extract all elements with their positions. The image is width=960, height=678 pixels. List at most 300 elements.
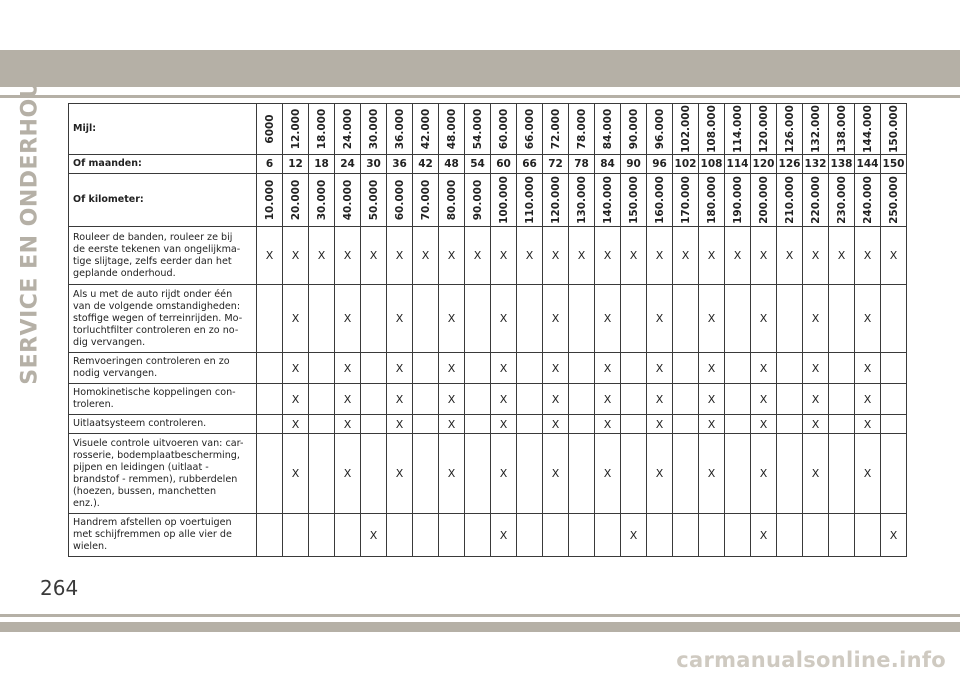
service-mark-cell xyxy=(257,415,283,434)
service-mark-cell: X xyxy=(335,353,361,384)
service-mark-cell xyxy=(777,353,803,384)
miles-value: 90.000 xyxy=(627,108,640,150)
service-mark-cell xyxy=(621,415,647,434)
service-mark-cell: X xyxy=(309,227,335,285)
task-label: Rouleer de banden, rouleer ze bij de eerste tekenen van ongelijkma- tige slijtage, zelfs eerder dan het geplande onderhoud. xyxy=(69,227,257,285)
km-value-cell xyxy=(751,174,777,227)
service-mark-cell: X xyxy=(699,227,725,285)
service-mark-cell xyxy=(569,415,595,434)
service-mark-cell xyxy=(569,384,595,415)
service-mark-cell: X xyxy=(855,353,881,384)
km-value-cell xyxy=(543,174,569,227)
km-value-cell xyxy=(699,174,725,227)
service-mark-cell xyxy=(465,285,491,353)
miles-value-cell xyxy=(621,104,647,155)
service-mark-cell: X xyxy=(751,353,777,384)
km-value-cell xyxy=(855,174,881,227)
service-mark-cell: X xyxy=(491,227,517,285)
km-value-cell xyxy=(491,174,517,227)
service-mark-cell: X xyxy=(595,285,621,353)
service-mark-cell: X xyxy=(647,384,673,415)
km-value: 150.000 xyxy=(627,176,640,224)
months-value: 120 xyxy=(751,155,777,174)
service-mark-cell xyxy=(569,514,595,557)
km-value: 170.000 xyxy=(679,176,692,224)
service-mark-cell: X xyxy=(595,415,621,434)
service-mark-cell: X xyxy=(517,227,543,285)
service-mark-cell xyxy=(569,285,595,353)
months-header-row xyxy=(69,155,907,174)
months-value: 36 xyxy=(387,155,413,174)
service-mark-cell xyxy=(413,353,439,384)
service-mark-cell: X xyxy=(621,514,647,557)
service-mark-cell: X xyxy=(413,227,439,285)
service-mark-cell xyxy=(361,434,387,514)
service-mark-cell: X xyxy=(803,353,829,384)
service-mark-cell xyxy=(777,285,803,353)
service-mark-cell xyxy=(361,415,387,434)
service-mark-cell: X xyxy=(647,434,673,514)
task-row xyxy=(69,384,907,415)
service-mark-cell: X xyxy=(647,415,673,434)
service-mark-cell xyxy=(465,384,491,415)
service-mark-cell: X xyxy=(543,285,569,353)
months-value: 114 xyxy=(725,155,751,174)
service-mark-cell xyxy=(387,514,413,557)
miles-value: 102.000 xyxy=(679,105,692,153)
km-value-cell xyxy=(413,174,439,227)
miles-value-cell xyxy=(439,104,465,155)
service-mark-cell: X xyxy=(439,384,465,415)
service-mark-cell xyxy=(439,514,465,557)
top-rule xyxy=(0,95,960,98)
service-mark-cell xyxy=(621,384,647,415)
km-value: 80.000 xyxy=(445,179,458,221)
service-mark-cell xyxy=(413,434,439,514)
km-value-cell xyxy=(257,174,283,227)
service-mark-cell xyxy=(595,514,621,557)
km-value-cell xyxy=(621,174,647,227)
miles-value: 48.000 xyxy=(445,108,458,150)
service-mark-cell xyxy=(725,514,751,557)
service-mark-cell xyxy=(621,353,647,384)
service-mark-cell xyxy=(881,285,907,353)
miles-value-cell xyxy=(673,104,699,155)
maintenance-schedule-table xyxy=(68,103,907,557)
task-row xyxy=(69,514,907,557)
service-mark-cell xyxy=(465,353,491,384)
miles-value: 138.000 xyxy=(835,105,848,153)
months-value: 126 xyxy=(777,155,803,174)
miles-value-cell xyxy=(855,104,881,155)
miles-value: 84.000 xyxy=(601,108,614,150)
km-value-cell xyxy=(309,174,335,227)
km-value-cell xyxy=(647,174,673,227)
section-side-title-text: SERVICE EN ONDERHOUD xyxy=(17,61,43,385)
miles-value-cell xyxy=(387,104,413,155)
service-mark-cell xyxy=(881,353,907,384)
service-mark-cell: X xyxy=(595,227,621,285)
service-mark-cell: X xyxy=(335,227,361,285)
km-value: 20.000 xyxy=(289,179,302,221)
miles-value-cell xyxy=(335,104,361,155)
miles-value: 132.000 xyxy=(809,105,822,153)
service-mark-cell: X xyxy=(647,227,673,285)
service-mark-cell xyxy=(881,384,907,415)
service-mark-cell: X xyxy=(491,434,517,514)
service-mark-cell xyxy=(699,514,725,557)
km-value-cell xyxy=(465,174,491,227)
km-value: 240.000 xyxy=(861,176,874,224)
service-mark-cell: X xyxy=(803,285,829,353)
service-mark-cell xyxy=(673,353,699,384)
task-label: Handrem afstellen op voertuigen met schijfremmen op alle vier de wielen. xyxy=(69,514,257,557)
miles-value: 126.000 xyxy=(783,105,796,153)
service-mark-cell xyxy=(335,514,361,557)
km-value-cell xyxy=(439,174,465,227)
service-mark-cell: X xyxy=(491,415,517,434)
miles-value: 6000 xyxy=(263,114,276,144)
service-mark-cell: X xyxy=(647,353,673,384)
service-mark-cell: X xyxy=(855,384,881,415)
task-label: Remvoeringen controleren en zo nodig vervangen. xyxy=(69,353,257,384)
km-value: 250.000 xyxy=(887,176,900,224)
miles-value-cell xyxy=(647,104,673,155)
service-mark-cell: X xyxy=(439,434,465,514)
service-mark-cell xyxy=(257,514,283,557)
service-mark-cell: X xyxy=(387,434,413,514)
service-mark-cell xyxy=(725,384,751,415)
service-mark-cell xyxy=(673,285,699,353)
service-mark-cell: X xyxy=(751,514,777,557)
service-mark-cell: X xyxy=(569,227,595,285)
km-value: 190.000 xyxy=(731,176,744,224)
months-value: 72 xyxy=(543,155,569,174)
service-mark-cell xyxy=(309,353,335,384)
km-value-cell xyxy=(725,174,751,227)
service-mark-cell xyxy=(465,434,491,514)
months-value: 60 xyxy=(491,155,517,174)
miles-value-cell xyxy=(257,104,283,155)
service-mark-cell: X xyxy=(881,514,907,557)
service-mark-cell xyxy=(309,514,335,557)
km-label: Of kilometer: xyxy=(69,174,257,227)
km-value-cell xyxy=(569,174,595,227)
service-mark-cell xyxy=(517,353,543,384)
miles-header-row xyxy=(69,104,907,155)
service-mark-cell: X xyxy=(855,434,881,514)
service-mark-cell xyxy=(413,514,439,557)
km-value: 160.000 xyxy=(653,176,666,224)
service-mark-cell: X xyxy=(699,415,725,434)
months-value: 30 xyxy=(361,155,387,174)
service-mark-cell xyxy=(517,285,543,353)
km-value: 120.000 xyxy=(549,176,562,224)
task-row xyxy=(69,415,907,434)
km-value: 200.000 xyxy=(757,176,770,224)
service-mark-cell: X xyxy=(543,384,569,415)
miles-value-cell xyxy=(517,104,543,155)
miles-value: 96.000 xyxy=(653,108,666,150)
service-mark-cell xyxy=(777,415,803,434)
service-mark-cell: X xyxy=(751,384,777,415)
service-mark-cell xyxy=(829,514,855,557)
service-mark-cell: X xyxy=(491,285,517,353)
km-value: 100.000 xyxy=(497,176,510,224)
service-mark-cell: X xyxy=(283,285,309,353)
service-mark-cell: X xyxy=(283,415,309,434)
service-mark-cell xyxy=(465,514,491,557)
task-row xyxy=(69,285,907,353)
service-mark-cell: X xyxy=(491,353,517,384)
service-mark-cell xyxy=(829,434,855,514)
months-value: 42 xyxy=(413,155,439,174)
service-mark-cell xyxy=(829,353,855,384)
service-mark-cell xyxy=(309,415,335,434)
months-label: Of maanden: xyxy=(69,155,257,174)
service-mark-cell: X xyxy=(699,434,725,514)
service-mark-cell: X xyxy=(543,434,569,514)
service-mark-cell xyxy=(361,285,387,353)
service-mark-cell: X xyxy=(335,285,361,353)
months-value: 24 xyxy=(335,155,361,174)
months-value: 138 xyxy=(829,155,855,174)
watermark-text: carmanualsonline.info xyxy=(676,648,946,672)
miles-value: 78.000 xyxy=(575,108,588,150)
km-value-cell xyxy=(335,174,361,227)
service-mark-cell xyxy=(673,434,699,514)
service-mark-cell: X xyxy=(829,227,855,285)
months-value: 6 xyxy=(257,155,283,174)
service-mark-cell xyxy=(829,415,855,434)
km-value-cell xyxy=(361,174,387,227)
service-mark-cell xyxy=(413,384,439,415)
service-mark-cell xyxy=(777,434,803,514)
km-value: 140.000 xyxy=(601,176,614,224)
miles-value: 24.000 xyxy=(341,108,354,150)
service-mark-cell xyxy=(257,353,283,384)
service-mark-cell: X xyxy=(855,227,881,285)
service-mark-cell xyxy=(881,415,907,434)
task-label: Homokinetische koppelingen con- troleren. xyxy=(69,384,257,415)
miles-value-cell xyxy=(569,104,595,155)
service-mark-cell: X xyxy=(387,415,413,434)
service-mark-cell: X xyxy=(283,227,309,285)
service-mark-cell: X xyxy=(751,227,777,285)
service-mark-cell: X xyxy=(257,227,283,285)
task-row xyxy=(69,434,907,514)
km-value: 50.000 xyxy=(367,179,380,221)
miles-value: 30.000 xyxy=(367,108,380,150)
service-mark-cell: X xyxy=(439,285,465,353)
service-mark-cell xyxy=(309,285,335,353)
service-mark-cell: X xyxy=(803,415,829,434)
service-mark-cell xyxy=(647,514,673,557)
service-mark-cell xyxy=(569,353,595,384)
service-mark-cell xyxy=(725,353,751,384)
miles-label: Mijl: xyxy=(69,104,257,155)
service-mark-cell xyxy=(517,434,543,514)
service-mark-cell xyxy=(855,514,881,557)
service-mark-cell: X xyxy=(673,227,699,285)
miles-value: 120.000 xyxy=(757,105,770,153)
service-mark-cell: X xyxy=(465,227,491,285)
km-value-cell xyxy=(595,174,621,227)
service-mark-cell xyxy=(309,384,335,415)
km-value: 10.000 xyxy=(263,179,276,221)
km-value: 110.000 xyxy=(523,176,536,224)
miles-value-cell xyxy=(413,104,439,155)
miles-value-cell xyxy=(829,104,855,155)
service-mark-cell: X xyxy=(621,227,647,285)
months-value: 90 xyxy=(621,155,647,174)
km-value: 30.000 xyxy=(315,179,328,221)
service-mark-cell xyxy=(465,415,491,434)
service-mark-cell xyxy=(257,434,283,514)
service-mark-cell xyxy=(413,285,439,353)
miles-value-cell xyxy=(543,104,569,155)
miles-value-cell xyxy=(283,104,309,155)
task-label: Als u met de auto rijdt onder één van de volgende omstandigheden: stoffige wegen of terreinrijden. Mo- torluchtfilter controleren en zo no- dig vervangen. xyxy=(69,285,257,353)
km-value-cell xyxy=(673,174,699,227)
miles-value: 114.000 xyxy=(731,105,744,153)
service-mark-cell: X xyxy=(491,384,517,415)
service-mark-cell: X xyxy=(439,353,465,384)
section-side-title xyxy=(12,61,48,385)
service-mark-cell: X xyxy=(647,285,673,353)
miles-value-cell xyxy=(751,104,777,155)
miles-value-cell xyxy=(309,104,335,155)
service-mark-cell: X xyxy=(439,415,465,434)
months-value: 150 xyxy=(881,155,907,174)
miles-value-cell xyxy=(725,104,751,155)
km-value: 210.000 xyxy=(783,176,796,224)
km-value: 90.000 xyxy=(471,179,484,221)
km-value-cell xyxy=(881,174,907,227)
months-value: 144 xyxy=(855,155,881,174)
service-mark-cell xyxy=(673,384,699,415)
service-mark-cell: X xyxy=(335,434,361,514)
service-mark-cell xyxy=(725,285,751,353)
service-mark-cell xyxy=(673,415,699,434)
km-value: 180.000 xyxy=(705,176,718,224)
km-value-cell xyxy=(517,174,543,227)
service-mark-cell xyxy=(257,384,283,415)
months-value: 132 xyxy=(803,155,829,174)
km-value: 60.000 xyxy=(393,179,406,221)
page-number: 264 xyxy=(40,576,79,600)
top-band xyxy=(0,50,960,87)
service-mark-cell: X xyxy=(387,353,413,384)
service-mark-cell: X xyxy=(595,384,621,415)
service-mark-cell: X xyxy=(387,285,413,353)
km-value-cell xyxy=(387,174,413,227)
service-mark-cell xyxy=(881,434,907,514)
km-value: 220.000 xyxy=(809,176,822,224)
miles-value-cell xyxy=(777,104,803,155)
service-mark-cell: X xyxy=(335,384,361,415)
miles-value-cell xyxy=(595,104,621,155)
service-mark-cell: X xyxy=(283,353,309,384)
miles-value-cell xyxy=(465,104,491,155)
service-mark-cell: X xyxy=(283,434,309,514)
task-label: Uitlaatsysteem controleren. xyxy=(69,415,257,434)
service-mark-cell: X xyxy=(699,353,725,384)
km-value: 40.000 xyxy=(341,179,354,221)
months-value: 48 xyxy=(439,155,465,174)
months-value: 102 xyxy=(673,155,699,174)
service-mark-cell xyxy=(829,285,855,353)
months-value: 12 xyxy=(283,155,309,174)
months-value: 84 xyxy=(595,155,621,174)
service-mark-cell xyxy=(309,434,335,514)
service-mark-cell: X xyxy=(777,227,803,285)
service-mark-cell xyxy=(777,384,803,415)
months-value: 66 xyxy=(517,155,543,174)
miles-value: 144.000 xyxy=(861,105,874,153)
service-mark-cell: X xyxy=(803,434,829,514)
months-value: 108 xyxy=(699,155,725,174)
months-value: 54 xyxy=(465,155,491,174)
service-mark-cell: X xyxy=(387,384,413,415)
task-row xyxy=(69,353,907,384)
miles-value: 66.000 xyxy=(523,108,536,150)
months-value: 78 xyxy=(569,155,595,174)
service-mark-cell xyxy=(517,514,543,557)
service-mark-cell: X xyxy=(439,227,465,285)
service-mark-cell: X xyxy=(335,415,361,434)
km-value: 130.000 xyxy=(575,176,588,224)
service-mark-cell: X xyxy=(803,227,829,285)
service-mark-cell: X xyxy=(595,434,621,514)
miles-value-cell xyxy=(491,104,517,155)
service-mark-cell xyxy=(621,285,647,353)
service-mark-cell xyxy=(413,415,439,434)
miles-value: 60.000 xyxy=(497,108,510,150)
service-mark-cell: X xyxy=(699,384,725,415)
service-mark-cell xyxy=(361,353,387,384)
service-mark-cell: X xyxy=(387,227,413,285)
km-value-cell xyxy=(283,174,309,227)
km-value-cell xyxy=(829,174,855,227)
service-mark-cell xyxy=(257,285,283,353)
miles-value-cell xyxy=(803,104,829,155)
task-row xyxy=(69,227,907,285)
service-mark-cell: X xyxy=(751,415,777,434)
service-mark-cell xyxy=(543,514,569,557)
miles-value-cell xyxy=(361,104,387,155)
service-mark-cell: X xyxy=(699,285,725,353)
task-label: Visuele controle uitvoeren van: car- rosserie, bodemplaatbescherming, pijpen en leidingen (uitlaat - brandstof - remmen), rubberdelen (hoezen, bussen, manchetten enz.). xyxy=(69,434,257,514)
bottom-rule xyxy=(0,614,960,617)
km-value: 230.000 xyxy=(835,176,848,224)
service-mark-cell: X xyxy=(803,384,829,415)
service-mark-cell: X xyxy=(855,285,881,353)
service-mark-cell xyxy=(673,514,699,557)
km-value: 70.000 xyxy=(419,179,432,221)
service-mark-cell: X xyxy=(751,434,777,514)
service-mark-cell xyxy=(283,514,309,557)
months-value: 96 xyxy=(647,155,673,174)
miles-value: 150.000 xyxy=(887,105,900,153)
service-mark-cell xyxy=(621,434,647,514)
miles-value: 36.000 xyxy=(393,108,406,150)
service-mark-cell: X xyxy=(543,227,569,285)
service-mark-cell: X xyxy=(543,415,569,434)
miles-value: 54.000 xyxy=(471,108,484,150)
service-mark-cell: X xyxy=(543,353,569,384)
miles-value: 108.000 xyxy=(705,105,718,153)
